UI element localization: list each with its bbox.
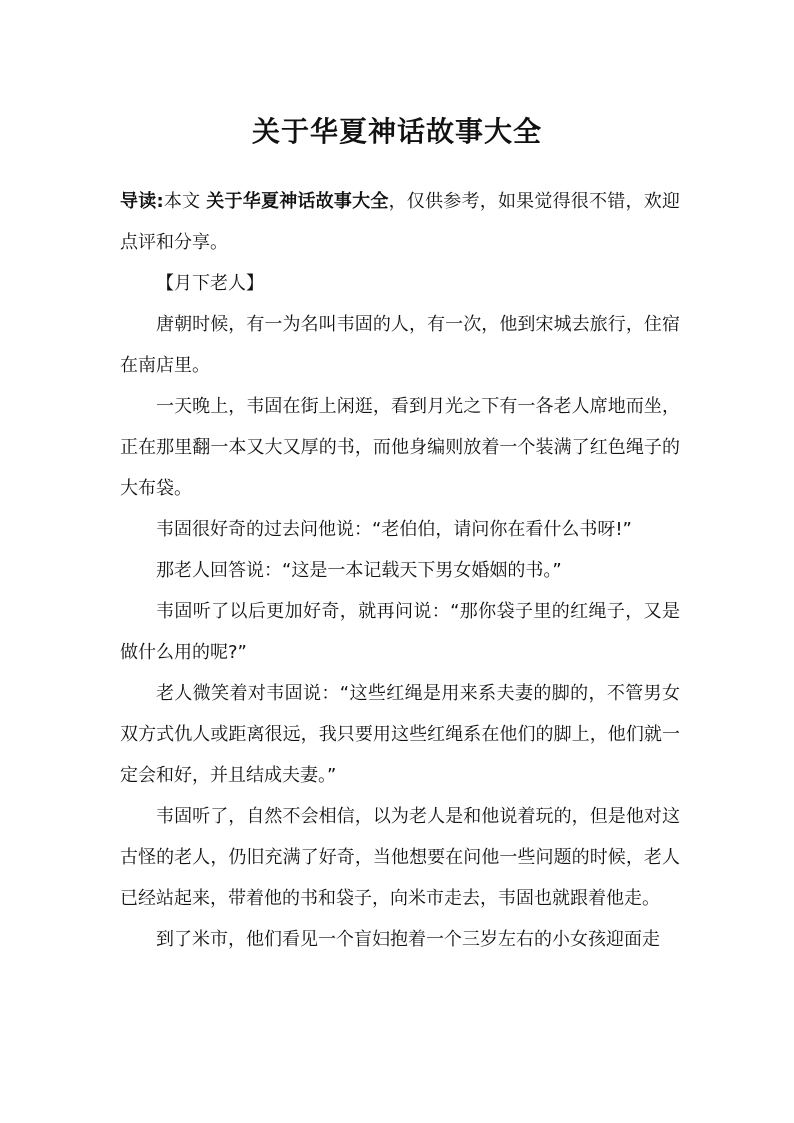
paragraph: 韦固很好奇的过去问他说：“老伯伯，请问你在看什么书呀!” — [156, 519, 632, 540]
paragraph: 韦固听了以后更加好奇，就再问说：“那你袋子里的红绳子，又是做什么用的呢?” — [120, 601, 680, 663]
paragraph: 韦固听了，自然不会相信，以为老人是和他说着玩的，但是他对这古怪的老人，仍旧充满了好奇，当他想要在问他一些问题的时候，老人已经站起来，带着他的书和袋子，向米市走去，韦固也就跟着他走。 — [120, 806, 680, 909]
paragraph: 那老人回答说：“这是一本记载天下男女婚姻的书。” — [156, 560, 562, 581]
intro-label: 导读: — [120, 191, 164, 212]
intro-prefix: 本文 — [163, 191, 201, 212]
page-title: 关于华夏神话故事大全 — [251, 115, 542, 148]
paragraph: 一天晚上，韦固在街上闲逛，看到月光之下有一各老人席地而坐，正在那里翻一本又大又厚的书，而他身编则放着一个装满了红色绳子的大布袋。 — [120, 396, 680, 499]
paragraph: 唐朝时候，有一为名叫韦固的人，有一次，他到宋城去旅行，住宿在南店里。 — [120, 314, 680, 376]
intro-paragraph — [120, 181, 680, 263]
paragraph: 到了米市，他们看见一个盲妇抱着一个三岁左右的小女孩迎面走 — [156, 929, 660, 950]
paragraph: 老人微笑着对韦固说：“这些红绳是用来系夫妻的脚的，不管男女双方式仇人或距离很远，我只要用这些红绳系在他们的脚上，他们就一定会和好，并且结成夫妻。” — [120, 683, 680, 786]
section-heading: 【月下老人】 — [156, 273, 264, 294]
intro-article-title: 关于华夏神话故事大全 — [206, 191, 389, 212]
article-body — [120, 181, 680, 960]
intro-suffix: ，仅供参考，如果觉得很不错，欢迎点评和分享。 — [120, 191, 680, 253]
